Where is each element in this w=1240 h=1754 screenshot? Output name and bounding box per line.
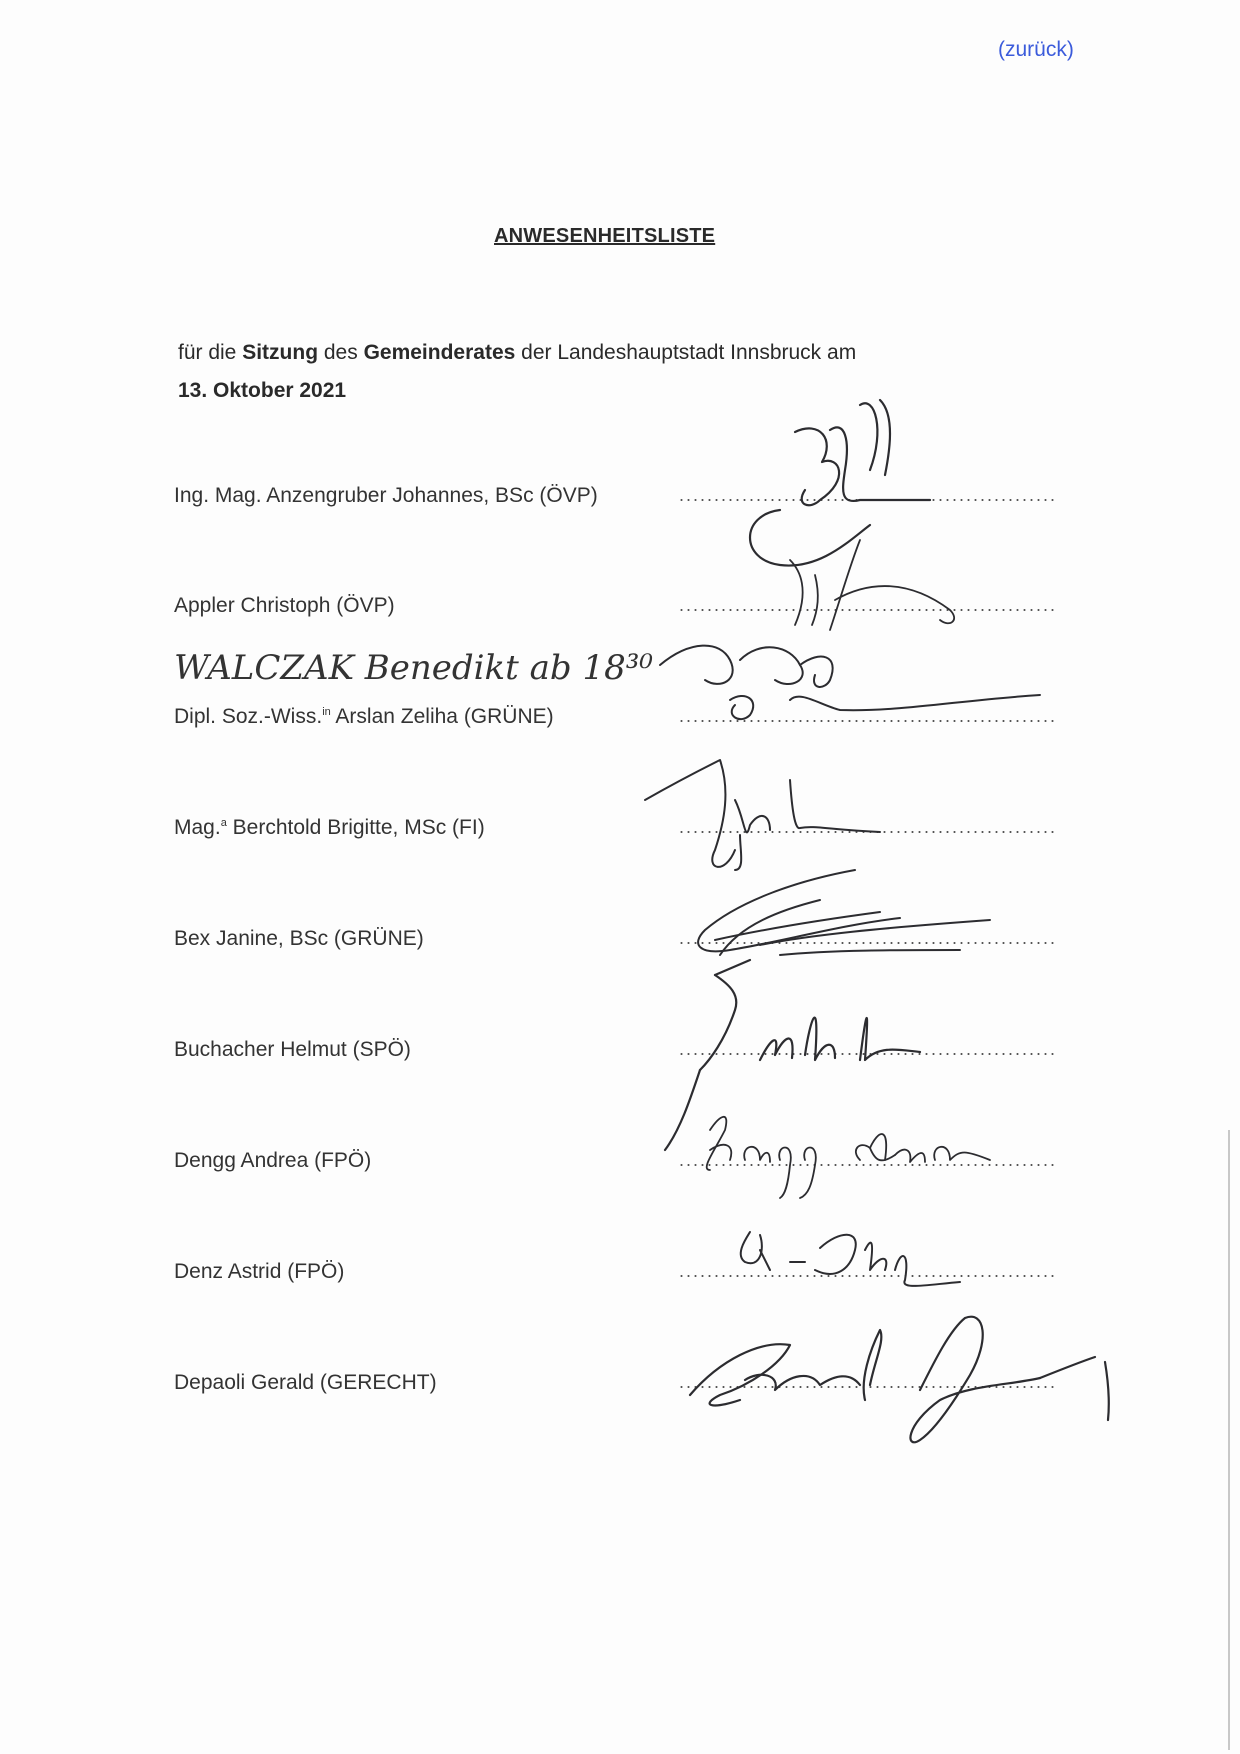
- intro-suffix: der Landeshauptstadt Innsbruck am: [515, 341, 857, 364]
- intro-text: [178, 334, 856, 410]
- session-date: 13. Oktober 2021: [178, 379, 347, 402]
- intro-gemeinderates: Gemeinderates: [363, 341, 516, 364]
- attendee-name: Ing. Mag. Anzengruber Johannes, BSc (ÖVP): [174, 484, 598, 507]
- attendee-row-anzengruber: [0, 484, 1240, 524]
- signature-line: [678, 1385, 1054, 1389]
- attendee-row-berchtold: [0, 816, 1240, 856]
- signature-line: [678, 608, 1054, 612]
- scan-edge-shadow: [1228, 1130, 1230, 1750]
- attendee-title-sup: a: [220, 817, 227, 829]
- handwritten-substitute-note: WALCZAK Benedikt ab 18³⁰: [174, 648, 653, 688]
- attendee-name: Denz Astrid (FPÖ): [174, 1260, 345, 1283]
- attendee-row-dengg: [0, 1149, 1240, 1189]
- attendee-name: Dengg Andrea (FPÖ): [174, 1149, 372, 1172]
- intro-sitzung: Sitzung: [242, 341, 319, 364]
- signature-line: [678, 498, 1054, 502]
- attendee-title-sup: in: [322, 706, 331, 718]
- attendee-title: Mag.: [174, 816, 221, 839]
- signature-line: [678, 1052, 1054, 1056]
- attendee-name: [174, 705, 554, 729]
- signature-anzengruber: [750, 400, 930, 566]
- signature-line: [678, 941, 1054, 945]
- attendee-surname: Arslan Zeliha (GRÜNE): [330, 705, 554, 728]
- signature-line: [678, 1163, 1054, 1167]
- signature-line: [678, 830, 1054, 834]
- attendee-name: Appler Christoph (ÖVP): [174, 594, 395, 617]
- attendee-row-denz: [0, 1260, 1240, 1300]
- attendee-name: Depaoli Gerald (GERECHT): [174, 1371, 437, 1394]
- attendee-name: Buchacher Helmut (SPÖ): [174, 1038, 411, 1061]
- attendee-row-appler: [0, 594, 1240, 634]
- attendee-surname: Berchtold Brigitte, MSc (FI): [226, 816, 485, 839]
- intro-prefix: für die: [178, 341, 243, 364]
- attendee-name: Bex Janine, BSc (GRÜNE): [174, 927, 424, 950]
- signature-line: [678, 719, 1054, 723]
- intro-des: des: [318, 341, 364, 364]
- back-link[interactable]: (zurück): [998, 38, 1074, 61]
- signature-line: [678, 1274, 1054, 1278]
- attendee-row-buchacher: [0, 1038, 1240, 1078]
- attendee-row-arslan: [0, 705, 1240, 745]
- attendee-row-depaoli: [0, 1371, 1240, 1411]
- document-title: ANWESENHEITSLISTE: [494, 225, 716, 247]
- attendee-row-bex: [0, 927, 1240, 967]
- attendee-name: [174, 816, 485, 840]
- attendee-title: Dipl. Soz.-Wiss.: [174, 705, 323, 728]
